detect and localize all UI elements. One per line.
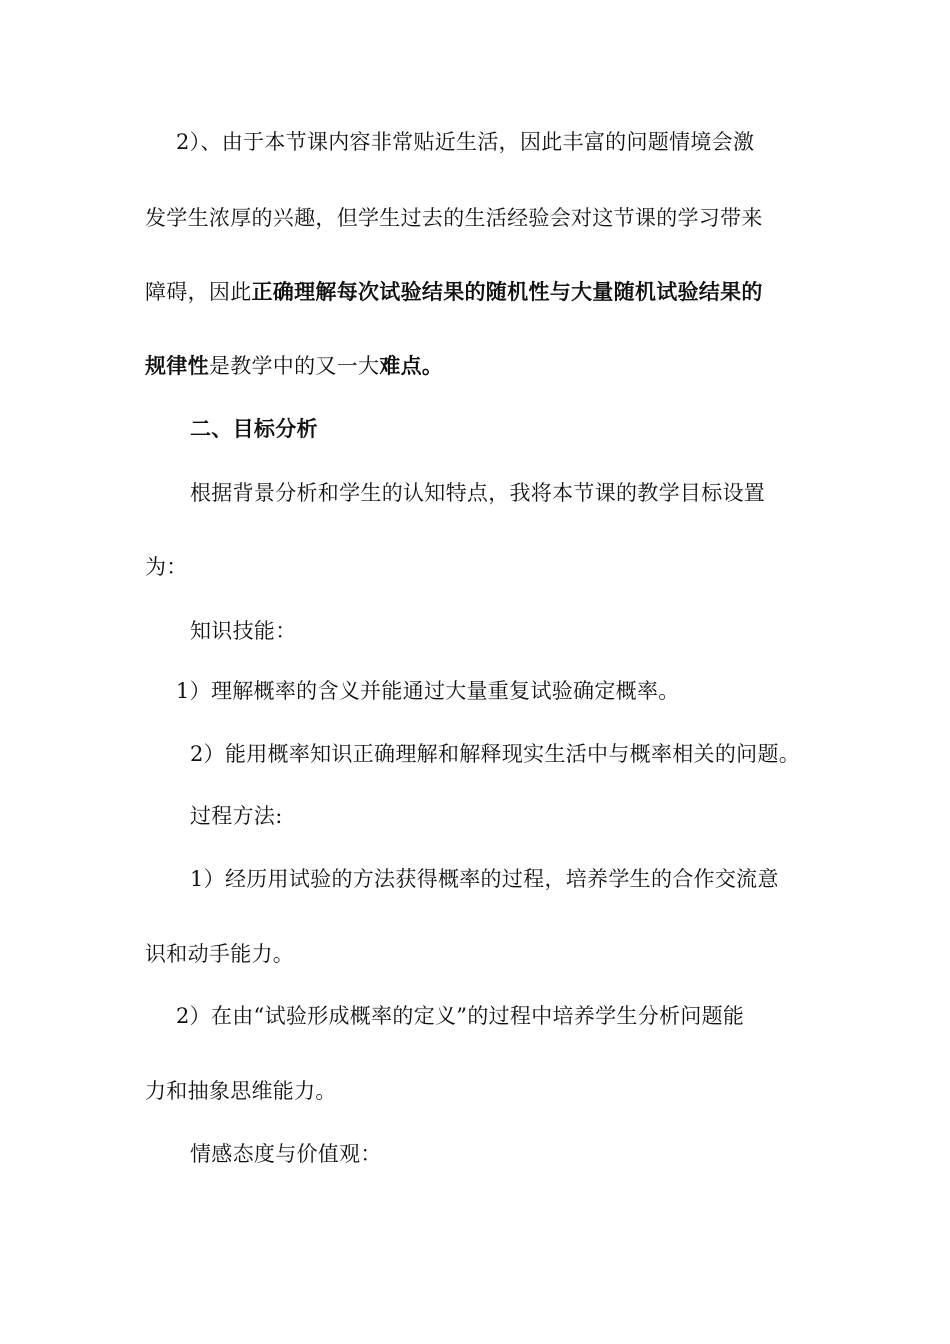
- knowledge-item-1: 1）理解概率的含义并能通过大量重复试验确定概率。: [176, 679, 680, 703]
- section-heading-goal-analysis: 二、目标分析: [190, 416, 318, 441]
- difficulty-emphasis: 正确理解每次试验结果的随机性与大量随机试验结果的: [251, 279, 763, 304]
- knowledge-item-2: 2）能用概率知识正确理解和解释现实生活中与概率相关的问题。: [190, 742, 801, 766]
- paragraph-1-line-4: [145, 351, 443, 381]
- process-item-1-line-1: 1）经历用试验的方法获得概率的过程，培养学生的合作交流意: [190, 867, 779, 891]
- process-item-2-line-2: 力和抽象思维能力。: [145, 1079, 337, 1103]
- paragraph-1-line-2: 发学生浓厚的兴趣，但学生过去的生活经验会对这节课的学习带来: [145, 206, 763, 230]
- emotion-title: 情感态度与价值观：: [190, 1142, 382, 1166]
- process-item-2-line-1: 2）在由“试验形成概率的定义”的过程中培养学生分析问题能: [176, 1004, 745, 1028]
- paragraph-1-line-3-text: 障碍，因此: [145, 280, 252, 304]
- paragraph-1-line-1: 2）、由于本节课内容非常贴近生活，因此丰富的问题情境会激: [176, 130, 755, 154]
- knowledge-title: 知识技能：: [190, 619, 297, 643]
- difficulty-label: 难点。: [379, 353, 444, 378]
- process-title: 过程方法:: [190, 804, 283, 828]
- paragraph-1-line-3: [145, 277, 763, 307]
- paragraph-1-line-4-text: 是教学中的又一大: [208, 354, 380, 378]
- paragraph-2-line-1: 根据背景分析和学生的认知特点，我将本节课的教学目标设置: [190, 481, 766, 505]
- process-item-1-line-2: 识和动手能力。: [145, 942, 295, 966]
- paragraph-2-line-2: 为：: [145, 555, 188, 579]
- regularity-emphasis: 规律性: [145, 353, 209, 378]
